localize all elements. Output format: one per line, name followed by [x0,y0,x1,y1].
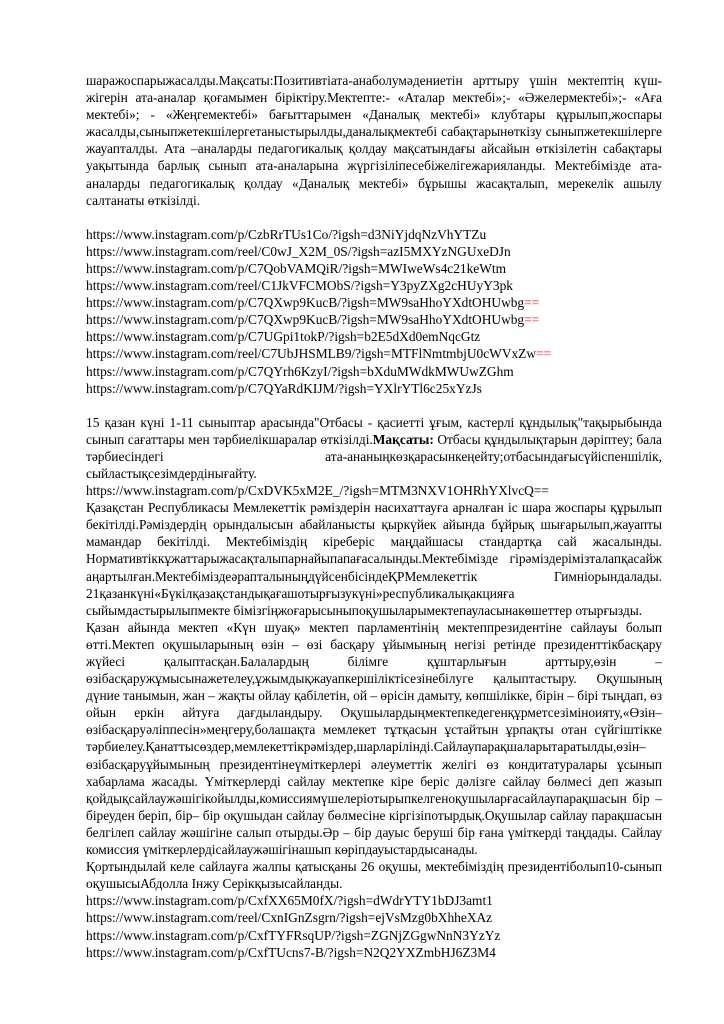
instagram-link[interactable]: https://www.instagram.com/p/CxDVK5xM2E_/?igsh=MTM3NXV1OHRhYXlvcQ== [86,483,549,499]
instagram-link[interactable]: https://www.instagram.com/reel/C1JkVFCMObS/?igsh=Y3pyZXg2cHUyY3pk [86,278,513,294]
instagram-link[interactable]: https://www.instagram.com/p/CxfTUcns7-B/?igsh=N2Q2YXZmbHJ6Z3M4 [86,944,496,960]
otbasy-text: 15 қазан күні 1-11 сыныптар арасында"Отбасы - қасиетті ұғым, кастерлі құндылық"тақырыбында сынып сағаттары мен тәрбиелікшаралар өткізілді. [86,414,662,447]
instagram-link[interactable]: https://www.instagram.com/p/C7QXwp9KucB/?igsh=MW9saHhoYXdtOHUwbg== [86,295,540,311]
instagram-link[interactable]: https://www.instagram.com/reel/C0wJ_X2M_0S/?igsh=azI5MXYzNGUxeDJn [86,243,511,259]
paragraph-sailau: Қазан айында мектеп «Күн шуақ» мектеп парламентінің мектеппрезидентіне сайлауы болып өтті.Мектеп оқушыларының өзін – өзі басқару ұйымының негізі ретінде президенттікбасқару жүйесі қалыптасқан.Балалардың білімге құштарлығын арттыру,өзін – өзібасқаружұмысынажетелеу,ұжымдықжауапкершіліктісезінебілуге қалыптастыру. Оқушының дүние танымын, жан – жақты ойлау қабілетін, ой – өрісін дамыту, көпшілікке, бірін – бірі тыңдап, өз ойын еркін айтуға дағдыландыру. Оқушылардыңмектепкедегенқұрметсезіміноияту,«Өзін– өзібасқаруәліппесін»меңгеру,болашақта мемлекет тұтқасын ұстайтын ұрпақты отан сүйгіштікке тәрбиелеу.Қанаттысөздер,мемлекеттікрәміздер,шарларілінді.Сайлаупарақшаларытаратылды,өзін– өзібасқаруұйымының президентінеүміткерлері әлеуметтік желігі өз кондитатуралары ұсынып хабарлама жасады. Үміткерлерді сайлау мектепке кіре беріс дәлізге сайлау бөлмесі деп жазып қойдықсайлаужәшігікойылды,комиссиямүшелеріотырыпкелгеноқушыларғасайлаупарақшасын бір – біреуден беріп, бір– бір оқушыдан сайлау бөлмесіне кіргізіпотырдық.Оқушылар сайлау парақшасын белгілеп сайлау жәшігіне салып отырды.Әр – бір дауыс беруші бір ғана үміткерді таңдады. Сайлау комиссия үміткерлердісайлаужәшігінашып көріпдауыстардысанады. [86,619,662,858]
paragraph-qortyndy: Қортындылай келе сайлауға жалпы қатысқаны 26 оқушы, мектебіміздің президентіболып10-сынып оқушысыАбдолла Інжу Серікқызысайланды. [86,859,662,892]
link-suffix: == [524,312,540,328]
instagram-link[interactable]: https://www.instagram.com/p/CzbRrTUs1Co/?igsh=d3NiYjdqNzVhYTZu [86,226,487,242]
instagram-link[interactable]: https://www.instagram.com/reel/CxnIGnZsgrn/?igsh=ejVsMzg0bXhheXAz [86,910,493,926]
instagram-link[interactable]: https://www.instagram.com/p/C7QYrh6KzyI/?igsh=bXduMWdkMWUwZGhm [86,363,514,379]
spacer [86,397,662,414]
instagram-link[interactable]: https://www.instagram.com/p/C7QYaRdKIJM/?igsh=YXlrYTl6c25xYzJs [86,380,482,396]
link-list-1 [86,226,662,397]
instagram-link[interactable]: https://www.instagram.com/p/C7UGpi1tokP/?igsh=b2E5dXd0emNqcGtz [86,329,481,345]
instagram-link[interactable]: https://www.instagram.com/p/CxfTYFRsqUP/?igsh=ZGNjZGgwNnN3YzYz [86,927,501,943]
otbasy-goal-text: Отбасы құндылықтарын дәріптеу; бала тәрбиесіндегі ата-ананыңкөзқарасынкеңейту;отбасындағысүйіспеншілік, сыйластықсезімдердінығайту. [86,431,662,481]
paragraph-ramizder: Қазақстан Республикасы Мемлекеттік рәміздерін насихаттауға арналған іс шара жоспары құрылып бекітілді.Рәміздердің орындалысын абайланысты қыркүйек айында бұйрық шығарылып,жауапты мамандар бекітілді. Мектебіміздің кіреберіс маңдайшасы стандартқа сай жасалынды. Нормативтіккұжаттарыжасақталыпарнайыпапағасалынды.Мектебімізде гірәміздерімізталапқасайж аңартылған.МектебімiздеәрапталыныңдүйсенбісіндеҚРМемлекеттік Гимніорындалады. 21қазанкүні«Бүкілқазақстандықағашотырғызукүні»республикалықакцияға сыйымдастырылыпмекте бімізгіңжоғарысыныпоқушыларымектепауласынакөшеттер отырғызды. [86,500,662,618]
paragraph-otbasy [86,414,662,482]
instagram-link[interactable]: https://www.instagram.com/reel/C7UbJHSMLB9/?igsh=MTFlNmtmbjU0cWVxZw== [86,346,552,362]
link-suffix: == [536,346,552,362]
spacer [86,209,662,226]
link-list-2 [86,482,662,499]
instagram-link[interactable]: https://www.instagram.com/p/CxfXX65M0fX/?igsh=dWdrYTY1bDJ3amt1 [86,893,493,909]
instagram-link[interactable]: https://www.instagram.com/p/C7QobVAMQiR/?igsh=MWIweWs4c21keWtm [86,260,507,276]
link-list-3 [86,892,662,960]
instagram-link[interactable]: https://www.instagram.com/p/C7QXwp9KucB/?igsh=MW9saHhoYXdtOHUwbg== [86,312,540,328]
paragraph-danalyk-mektebi: шаражоспарыжасалды.Мақсаты:Позитивтіата-анаболумәдениетін арттыру үшін мектептің күш-жігерін ата-аналар қоғамымен біріктіру.Мектепте:- «Аталар мектебі»;- «Әжелермектебі»;- «Аға мектебі»; - «Жеңгемектебі» бағыттарымен «Даналық мектебі» клубтары құрылып,жоспары жасалды,сыныпжетекшілергетаныстырылды,даналықмектебі сабақтарынөткізу сыныпжетекшілерге жауапталды. Ата –аналарды педагогикалық қолдау мақсатындағы айсайын өткізілетін сабақтары уақытында барлық сынып ата-аналарына жүргізіліпесебіжелігежарияланды. Мектебімізде ата- аналарды педагогикалық қолдау «Даналық мектебі» бұрышы жасақталып, мерекелік ашылу салтанаты өткізілді. [86,73,662,208]
goal-label: Мақсаты: [372,431,434,447]
link-suffix: == [524,295,540,311]
